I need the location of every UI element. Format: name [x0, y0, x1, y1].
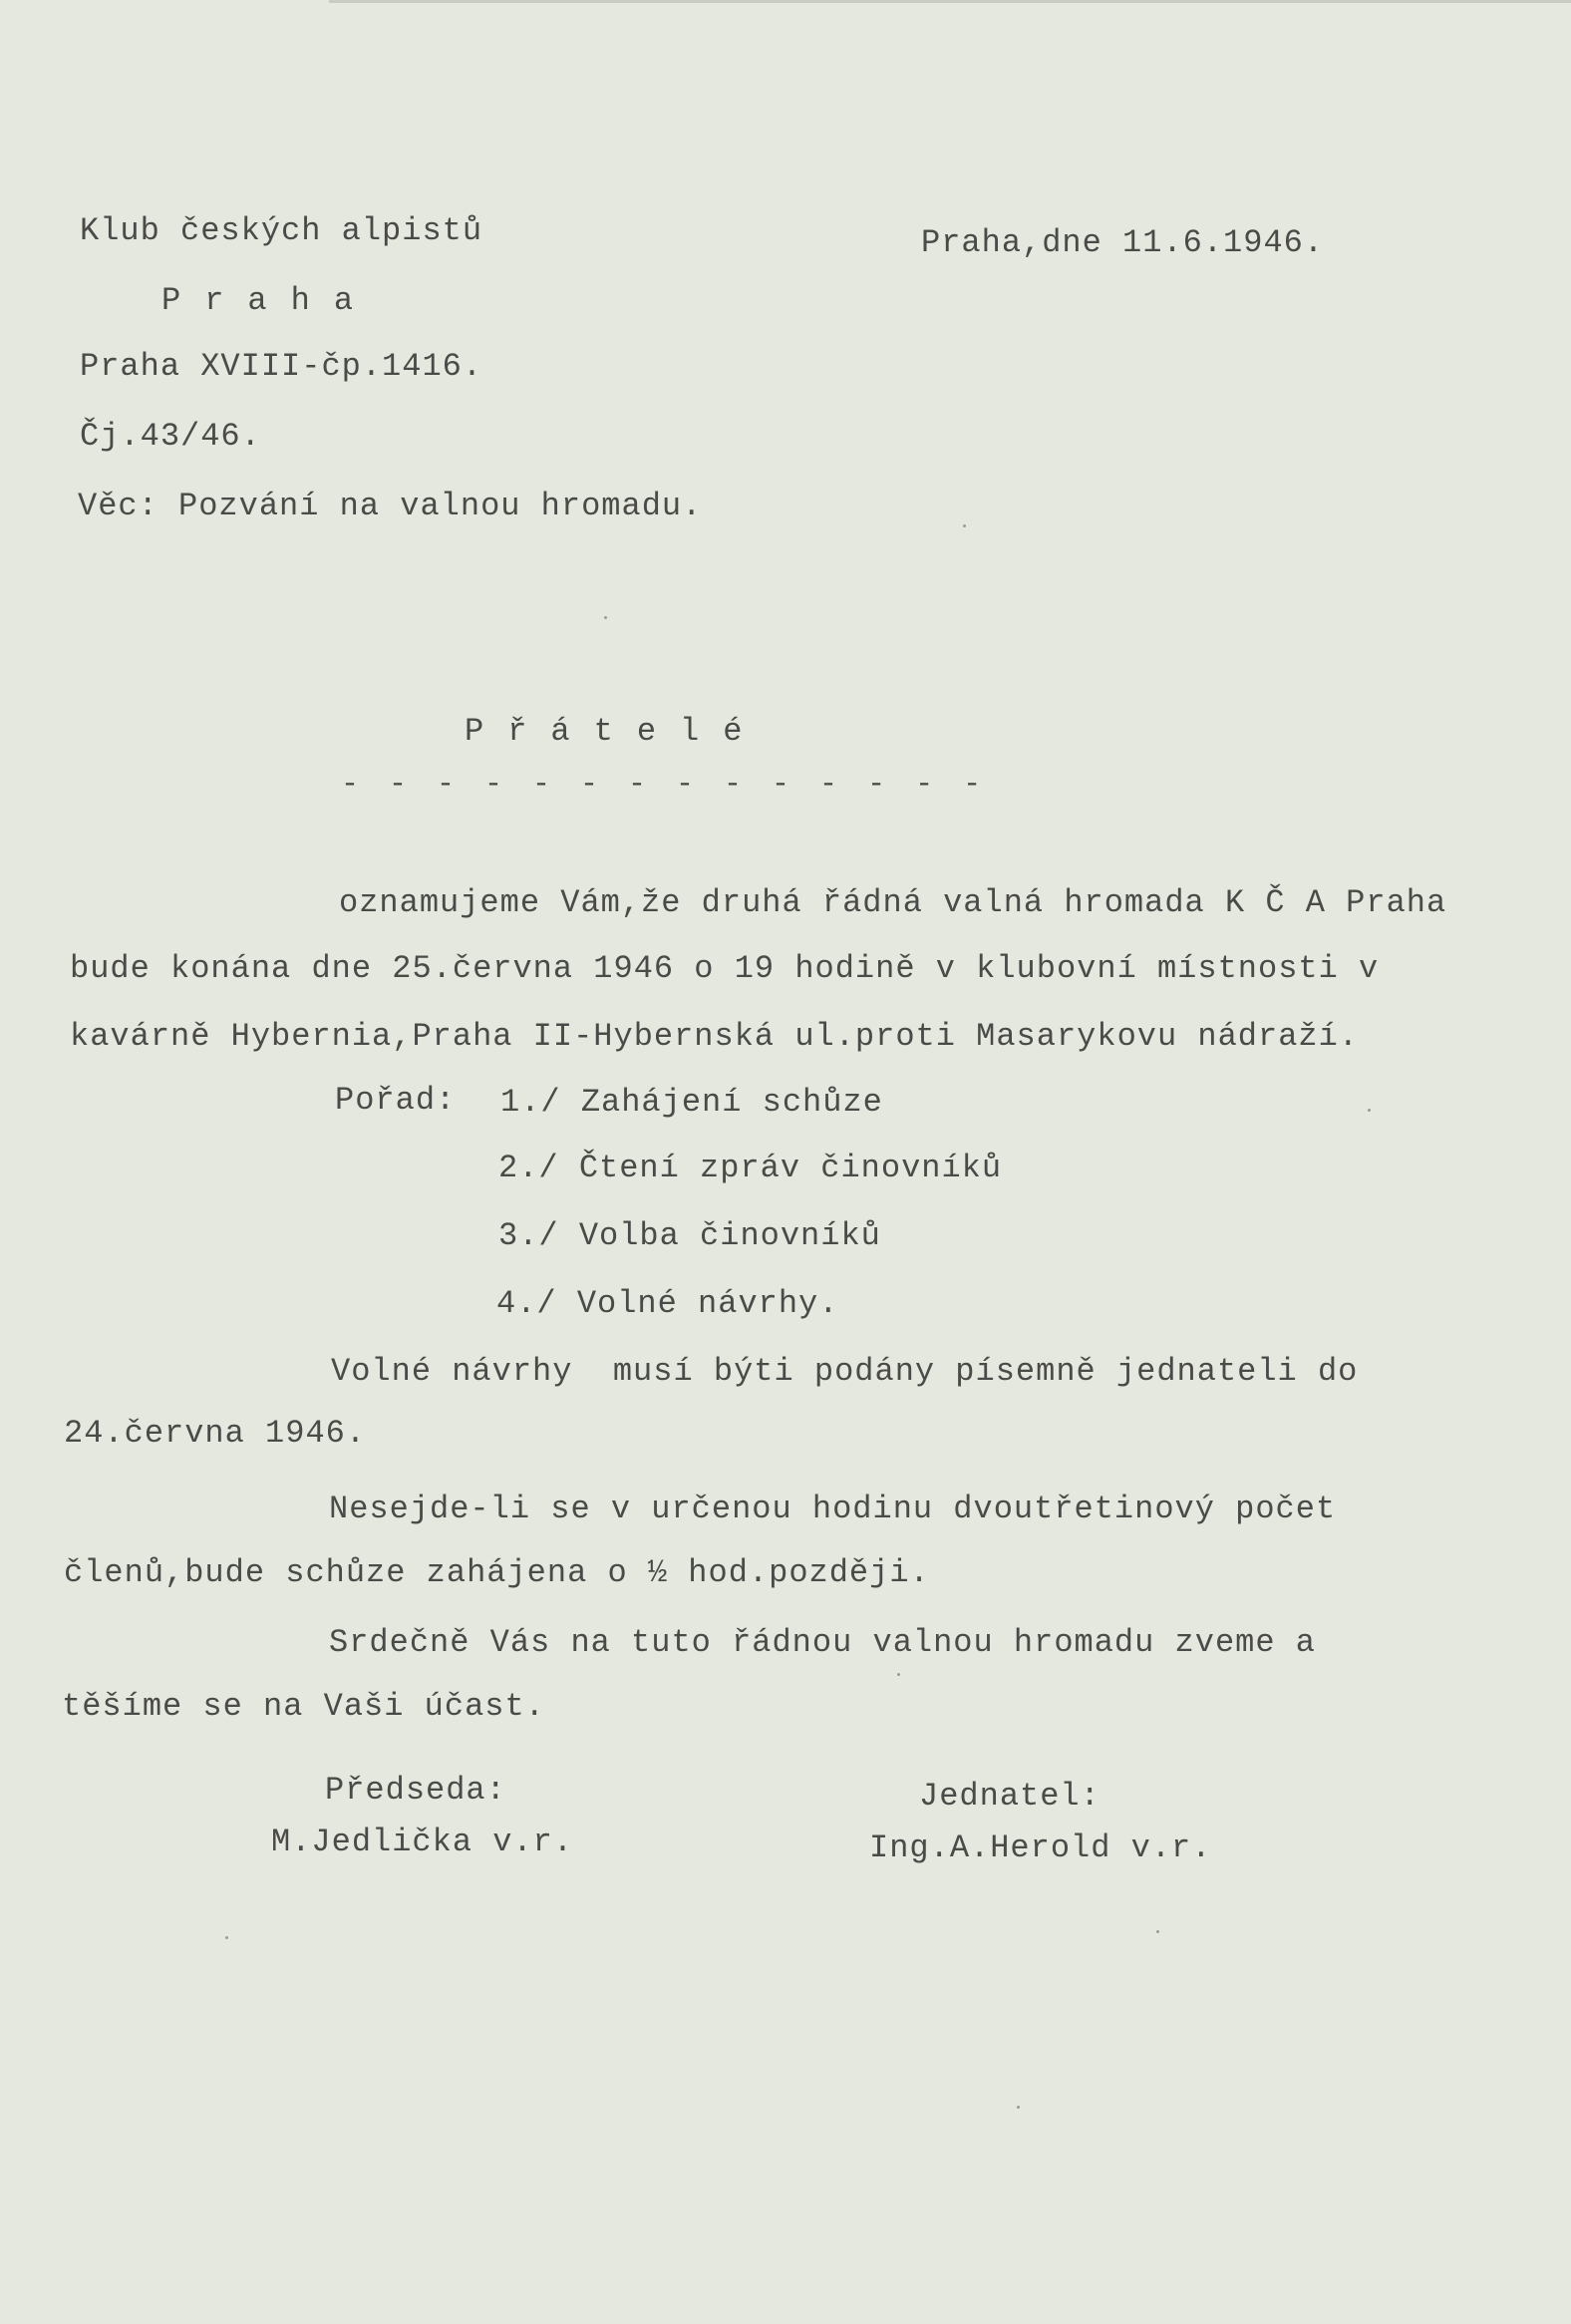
paper-speck	[1156, 1930, 1159, 1933]
closing-line-1: Srdečně Vás na tuto řádnou valnou hromadu zveme a	[329, 1624, 1316, 1661]
paper-speck	[1368, 1109, 1371, 1112]
paper-speck	[963, 524, 966, 527]
org-city: Praha	[161, 282, 378, 319]
agenda-item-4: 4./ Volné návrhy.	[496, 1285, 839, 1322]
secretary-title: Jednatel:	[919, 1778, 1100, 1815]
agenda-item-2: 2./ Čtení zpráv činovníků	[498, 1150, 1003, 1186]
reference-number: Čj.43/46.	[80, 418, 261, 455]
letter-date: Praha,dne 11.6.1946.	[921, 224, 1325, 261]
org-name: Klub českých alpistů	[80, 212, 483, 249]
paper-speck	[604, 616, 607, 619]
letter-subject: Věc: Pozvání na valnou hromadu.	[78, 488, 703, 524]
intro-line-3: kavárně Hybernia,Praha II-Hybernská ul.proti Masarykovu nádraží.	[70, 1018, 1359, 1055]
agenda-item-3: 3./ Volba činovníků	[498, 1217, 881, 1254]
intro-line-1: oznamujeme Vám,že druhá řádná valná hromada K Č A Praha	[339, 884, 1447, 921]
quorum-line-1: Nesejde-li se v určenou hodinu dvoutřetinový počet	[329, 1491, 1337, 1527]
org-address: Praha XVIII-čp.1416.	[80, 348, 483, 385]
page-top-edge	[329, 0, 1571, 3]
proposals-line-2: 24.června 1946.	[64, 1415, 367, 1452]
paper-speck	[1017, 2106, 1020, 2109]
salutation-underline: - - - - - - - - - - - - - -	[341, 768, 988, 802]
paper-speck	[897, 1673, 900, 1676]
agenda-label: Pořad:	[335, 1082, 457, 1119]
closing-line-2: těšíme se na Vaši účast.	[62, 1688, 545, 1725]
quorum-line-2: členů,bude schůze zahájena o ½ hod.později.	[64, 1554, 930, 1591]
salutation: Přátelé	[465, 713, 767, 750]
chair-name: M.Jedlička v.r.	[271, 1824, 574, 1860]
proposals-line-1: Volné návrhy musí býti podány písemně jednateli do	[331, 1353, 1359, 1390]
agenda-item-1: 1./ Zahájení schůze	[500, 1084, 883, 1121]
intro-line-2: bude konána dne 25.června 1946 o 19 hodině v klubovní místnosti v	[70, 950, 1380, 987]
paper-speck	[225, 1936, 228, 1939]
secretary-name: Ing.A.Herold v.r.	[869, 1829, 1212, 1866]
chair-title: Předseda:	[325, 1772, 506, 1809]
